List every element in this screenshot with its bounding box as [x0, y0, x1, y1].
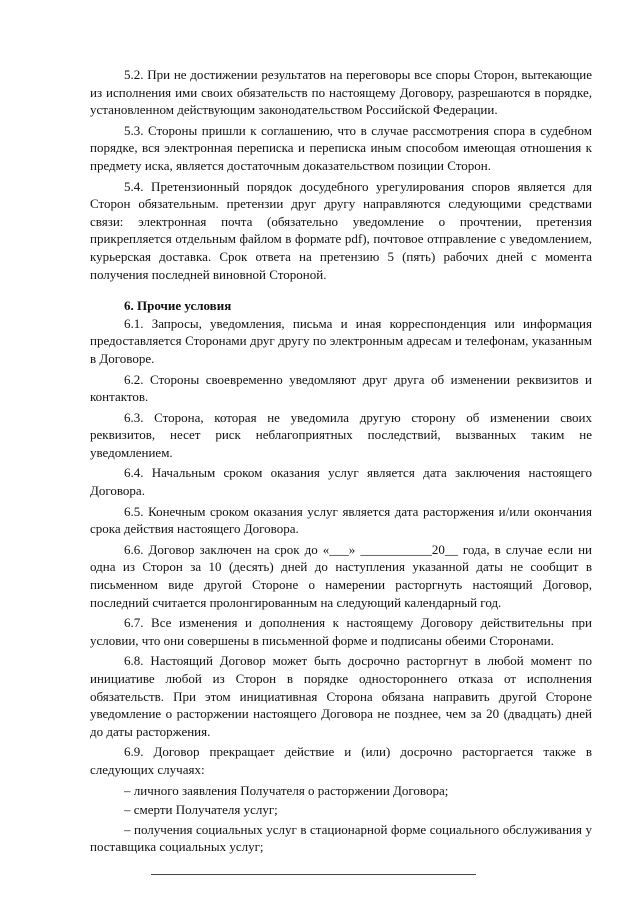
clause-5-2: 5.2. При не достижении результатов на переговоры все споры Сторон, вытекающие из исполнения ими своих обязательств по настоящему Договору, разрешаются в порядке, установленном действующим законодательством Российской Федерации.	[90, 67, 592, 118]
document-body	[90, 66, 592, 858]
list-item: – смерти Получателя услуг;	[124, 802, 278, 818]
clause-6-8: 6.8. Настоящий Договор может быть досрочно расторгнут в любой момент по инициативе любой из Сторон в порядке одностороннего отказа от исполнения обязательств. При этом инициативная Сторона обязана направить другой Стороне уведомление о расторжении настоящего Договора не позднее, чем за 20 (двадцать) дней до даты расторжения.	[90, 653, 592, 739]
termination-cases-list	[90, 782, 592, 856]
list-item: – личного заявления Получателя о расторжении Договора;	[124, 782, 449, 798]
clause-6-5: 6.5. Конечным сроком оказания услуг является дата расторжения и/или окончания срока действия настоящего Договора.	[90, 503, 592, 537]
footer-divider	[151, 874, 476, 875]
section-6-heading: 6. Прочие условия	[124, 298, 232, 314]
clause-6-7: 6.7. Все изменения и дополнения к настоящему Договору действительны при условии, что они совершены в письменной форме и подписаны обеими Сторонами.	[90, 615, 592, 648]
clause-6-1: 6.1. Запросы, уведомления, письма и иная корреспонденция или информация предоставляется Сторонами друг другу по электронным адресам и телефонам, указанным в Договоре.	[90, 315, 592, 366]
list-item: – получения социальных услуг в стационарной форме социального обслуживания у поставщика социальных услуг;	[90, 821, 592, 855]
clause-6-4: 6.4. Начальным сроком оказания услуг является дата заключения настоящего Договора.	[90, 465, 592, 499]
clause-5-3: 5.3. Стороны пришли к соглашению, что в случае рассмотрения спора в судебном порядке, вся электронная переписка и переписка иным способом имеющая отношения к предмету иска, является достаточным доказательством позиции Сторон.	[90, 122, 592, 173]
clause-6-6: 6.6. Договор заключен на срок до «___» ___________20__ года, в случае если ни одна из Сторон за 10 (десять) дней до наступления указанной даты не сообщит в письменном виде другой Стороне о намерении расторгнуть настоящий Договор, последний считается пролонгированным на следующий календарный год.	[90, 541, 592, 610]
clause-6-9: 6.9. Договор прекращает действие и (или) досрочно расторгается также в следующих случаях:	[90, 744, 592, 777]
clause-6-3: 6.3. Сторона, которая не уведомила другую сторону об изменении своих реквизитов, несет риск неблагоприятных последствий, вызванных таким не уведомлением.	[90, 409, 592, 460]
clause-5-4: 5.4. Претензионный порядок досудебного урегулирования споров является для Сторон обязательным. претензии друг другу направляются следующими средствами связи: электронная почта (обязательно уведомление о прочтении, претензия прикрепляется отдельным файлом в формате pdf), почтовое отправление с уведомлением, курьерская доставка. Срок ответа на претензию 5 (пять) рабочих дней с момента получения последней виновной Стороной.	[90, 178, 592, 282]
clause-6-2: 6.2. Стороны своевременно уведомляют друг друга об изменении реквизитов и контактов.	[90, 371, 592, 405]
